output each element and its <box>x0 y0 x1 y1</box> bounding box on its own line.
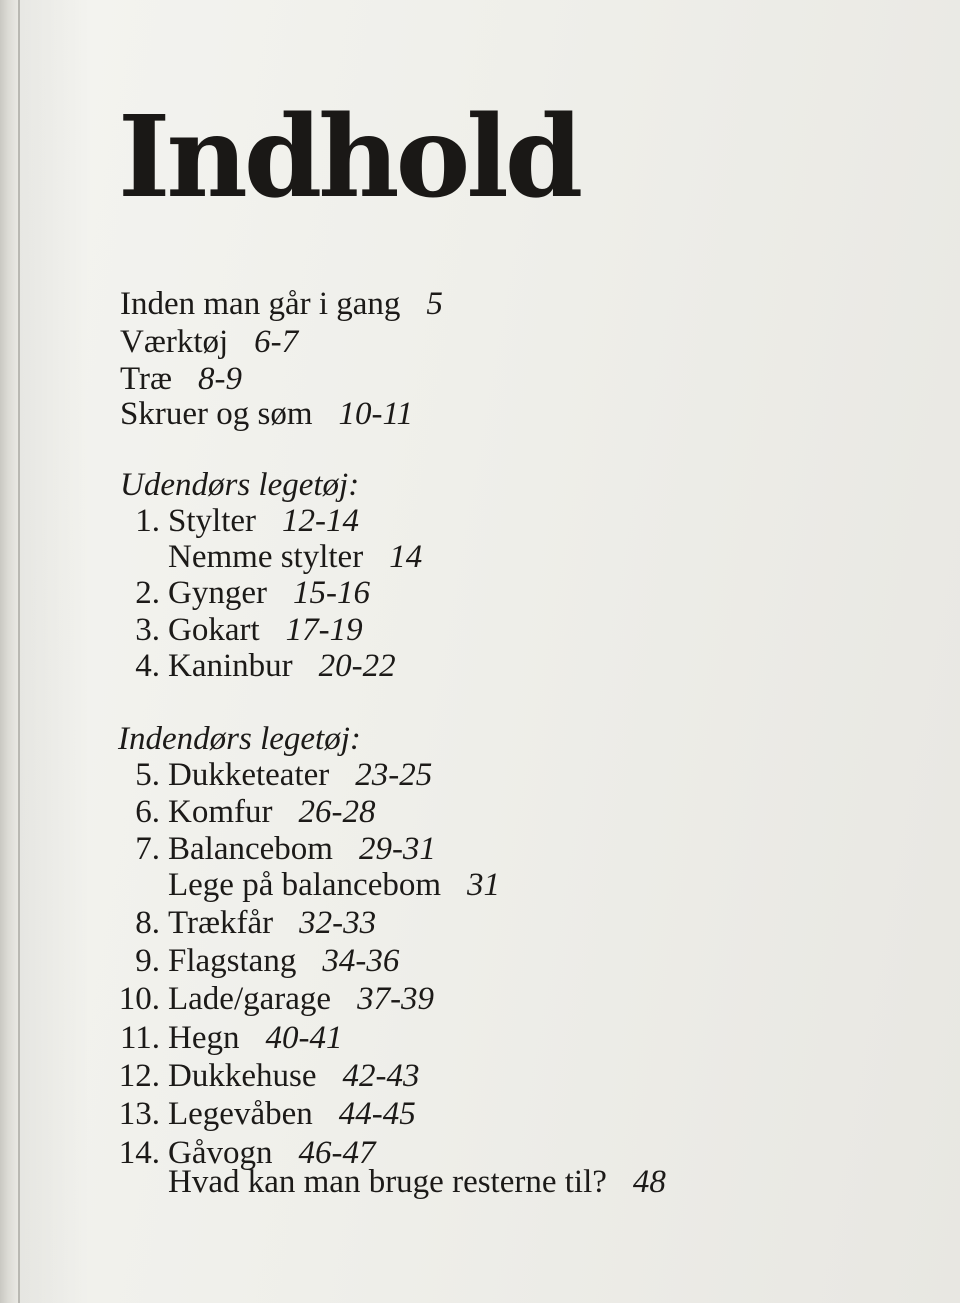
toc-entry-intro-3 <box>120 361 242 397</box>
toc-entry-label: Værktøj <box>120 324 229 360</box>
toc-entry-page: 12-14 <box>282 503 359 539</box>
toc-entry-indoor-6 <box>108 794 375 830</box>
toc-entry-indoor-14-sub <box>108 1164 666 1200</box>
toc-entry-label: Kaninbur <box>168 648 293 684</box>
toc-entry-page: 40-41 <box>265 1020 343 1056</box>
toc-entry-outdoor-2 <box>108 575 370 611</box>
toc-entry-page: 10-11 <box>338 396 414 432</box>
toc-entry-indoor-12 <box>108 1058 419 1094</box>
toc-entry-number: 10. <box>118 981 160 1017</box>
toc-entry-page: 31 <box>467 867 501 903</box>
toc-entry-number: 1. <box>135 503 160 539</box>
toc-entry-page: 17-19 <box>285 612 363 648</box>
toc-entry-number: 3. <box>135 612 160 648</box>
toc-entry-indoor-10 <box>108 981 434 1017</box>
toc-entry-page: 20-22 <box>318 648 396 684</box>
section-heading-outdoor: Udendørs legetøj: <box>120 467 360 503</box>
toc-entry-label: Flagstang <box>168 943 297 979</box>
toc-entry-page: 29-31 <box>358 831 436 867</box>
toc-entry-page: 6-7 <box>254 324 299 360</box>
toc-entry-page: 44-45 <box>338 1096 416 1132</box>
toc-entry-page: 46-47 <box>298 1135 376 1171</box>
toc-entry-label: Hvad kan man bruge resterne til? <box>168 1164 607 1200</box>
toc-entry-outdoor-1 <box>108 503 359 539</box>
toc-entry-number: 11. <box>119 1020 160 1056</box>
toc-entry-page: 42-43 <box>342 1058 420 1094</box>
toc-entry-outdoor-4 <box>108 648 396 684</box>
toc-entry-page: 48 <box>632 1164 666 1200</box>
toc-entry-number: 4. <box>135 648 160 684</box>
toc-entry-label: Hegn <box>168 1020 240 1056</box>
toc-entry-label: Gynger <box>168 575 267 611</box>
toc-entry-page: 8-9 <box>198 361 242 397</box>
toc-entry-number: 5. <box>135 757 160 793</box>
toc-entry-number: 14. <box>118 1135 160 1171</box>
toc-entry-label: Stylter <box>168 503 256 539</box>
toc-entry-label: Trækfår <box>168 905 274 941</box>
toc-entry-indoor-11 <box>108 1020 342 1056</box>
toc-entry-label: Gåvogn <box>168 1135 273 1171</box>
toc-entry-page: 32-33 <box>299 905 377 941</box>
toc-entry-number: 13. <box>118 1096 160 1132</box>
toc-entry-label: Dukketeater <box>168 757 330 793</box>
toc-entry-page: 37-39 <box>357 981 435 1017</box>
section-heading-indoor: Indendørs legetøj: <box>118 721 361 757</box>
toc-entry-number: 12. <box>118 1058 160 1094</box>
toc-entry-label: Legevåben <box>168 1096 313 1132</box>
toc-entry-label: Træ <box>120 361 172 397</box>
toc-entry-outdoor-1-sub <box>108 539 422 575</box>
toc-entry-label: Dukkehuse <box>168 1058 317 1094</box>
toc-entry-indoor-8 <box>108 905 376 941</box>
toc-entry-indoor-7 <box>108 831 436 867</box>
toc-entry-indoor-9 <box>108 943 399 979</box>
toc-entry-label: Lege på balancebom <box>168 867 442 903</box>
toc-entry-number: 6. <box>135 794 160 830</box>
toc-entry-label: Lade/garage <box>168 981 332 1017</box>
toc-entry-intro-2 <box>120 324 298 360</box>
toc-entry-label: Inden man går i gang <box>120 286 401 322</box>
toc-entry-number: 8. <box>135 905 160 941</box>
toc-entry-number: 7. <box>135 831 160 867</box>
toc-entry-page: 34-36 <box>322 943 400 979</box>
toc-entry-label: Nemme stylter <box>168 539 364 575</box>
toc-entry-indoor-13 <box>108 1096 416 1132</box>
toc-entry-number: 9. <box>135 943 160 979</box>
page-title: Indhold <box>118 92 580 223</box>
toc-entry-page: 23-25 <box>355 757 433 793</box>
toc-entry-intro-1 <box>120 286 443 322</box>
toc-entry-page: 26-28 <box>298 794 376 830</box>
toc-entry-label: Gokart <box>168 612 260 648</box>
toc-entry-page: 15-16 <box>292 575 370 611</box>
toc-entry-intro-4 <box>120 396 413 432</box>
toc-entry-page: 5 <box>426 286 443 322</box>
toc-entry-page: 14 <box>389 539 423 575</box>
toc-entry-label: Balancebom <box>168 831 333 867</box>
toc-entry-number: 2. <box>135 575 160 611</box>
toc-entry-label: Komfur <box>168 794 273 830</box>
toc-entry-label: Skruer og søm <box>120 396 313 432</box>
toc-entry-indoor-5 <box>108 757 432 793</box>
toc-entry-indoor-7-sub <box>108 867 500 903</box>
toc-entry-outdoor-3 <box>108 612 363 648</box>
